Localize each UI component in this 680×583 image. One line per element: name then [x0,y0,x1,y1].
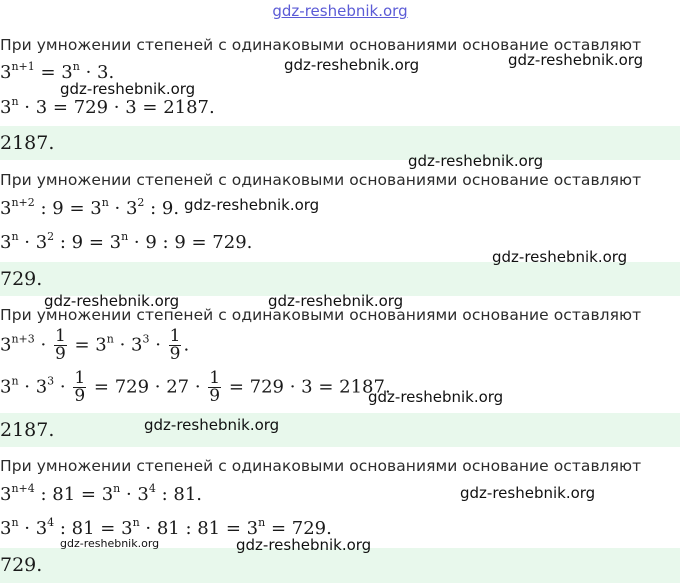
watermark: gdz-reshebnik.org [492,248,628,266]
rule-text-3: При умножении степеней с одинаковыми основаниями основание оставляют [0,306,642,324]
answer-band-2 [0,262,680,296]
watermark: gdz-reshebnik.org [268,292,404,310]
watermark: gdz-reshebnik.org [284,56,420,74]
rule-text-2: При умножении степеней с одинаковыми основаниями основание оставляют [0,171,642,189]
answer-band-3 [0,413,680,447]
answer-band-1 [0,126,680,160]
watermark: gdz-reshebnik.org [368,388,504,406]
equation-3a: $3^{n+3}$ · $\frac{1}{9}$ = $3^n \cdot 3^3$ · $\frac{1}{9}$ . [0,326,190,364]
fraction-one-ninth: $\frac{1}{9}$ [209,368,221,406]
equation-4a: $3^{n+4}$ : $81 = 3^n \cdot 3^4$ : 81. [0,482,203,505]
rule-text-1: При умножении степеней с одинаковыми основаниями основание оставляют [0,36,642,54]
watermark: gdz-reshebnik.org [60,80,196,98]
equation-4b: $3^n \cdot 3^4$ : $81 = 3^n \cdot 81$ : $81 = 3^n = 729$. [0,516,332,539]
answer-3: 2187. [0,419,55,441]
equation-1b: $3^n \cdot 3 = 729 \cdot 3 = 2187$. [0,95,215,118]
answer-1: 2187. [0,132,55,154]
answer-2: 729. [0,268,43,290]
watermark: gdz-reshebnik.org [408,152,544,170]
watermark: gdz-reshebnik.org [44,292,180,310]
fraction-one-ninth: $\frac{1}{9}$ [74,368,86,406]
equation-2b: $3^n \cdot 3^2$ : $9 = 3^n \cdot 9$ : 9 = 729. [0,230,253,253]
watermark: gdz-reshebnik.org [508,51,644,69]
watermark: gdz-reshebnik.org [184,196,320,214]
fraction-one-ninth: $\frac{1}{9}$ [54,326,66,364]
watermark: gdz-reshebnik.org [60,537,160,550]
fraction-one-ninth: $\frac{1}{9}$ [169,326,181,364]
equation-2a: $3^{n+2}$ : $9 = 3^n \cdot 3^2$ : 9. [0,196,180,219]
site-header-link[interactable]: gdz-reshebnik.org [272,2,408,20]
watermark: gdz-reshebnik.org [144,416,280,434]
rule-text-4: При умножении степеней с одинаковыми основаниями основание оставляют [0,457,642,475]
watermark: gdz-reshebnik.org [236,536,372,554]
equation-1a: $3^{n+1} = 3^n \cdot 3$. [0,60,115,83]
watermark: gdz-reshebnik.org [460,484,596,502]
equation-3b: $3^n \cdot 3^3$ · $\frac{1}{9}$ = 729 · 27 · $\frac{1}{9}$ = 729 · 3 = 2187. [0,368,391,406]
answer-4: 729. [0,554,43,576]
